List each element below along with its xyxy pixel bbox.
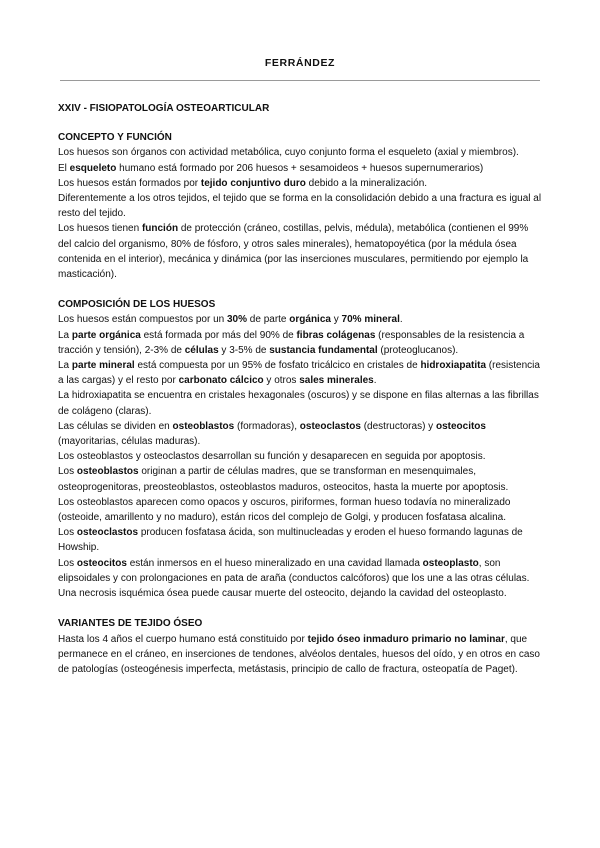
paragraph [58,312,542,327]
text-run: (proteoglucanos). [377,344,459,356]
bold-term: 30% [227,314,248,326]
paragraph [58,191,542,221]
text-run: Diferentemente a los otros tejidos, el tejido que se forma en la consolidación debido a una fractura es igual al resto del tejido. [58,193,542,220]
bold-term: parte orgánica [71,329,141,341]
text-run: Los [58,527,77,539]
paragraph [58,556,542,586]
bold-term: osteoblastos [76,466,139,478]
text-run: de parte [247,314,290,326]
bold-term: sales minerales [299,375,374,387]
bold-term: osteoplasto [422,557,479,569]
text-run: Una necrosis isquémica ósea puede causar muerte del osteocito, dejando la cavidad del osteoplasto. [58,588,507,600]
paragraph [58,388,542,418]
bold-term: hidroxiapatita [420,360,487,372]
bold-term: función [141,223,179,235]
text-run: , son elipsoidales y con prolongaciones en pata de araña (conductos calcóforos) que los une a las otras células. [58,557,530,584]
bold-term: tejido óseo inmaduro primario no laminar [307,633,505,645]
text-run: El [58,162,70,174]
paragraph [58,145,542,160]
text-run: producen fosfatasa ácida, son multinucleadas y eroden el hueso formando lagunas de Howship. [58,527,523,554]
bold-term: tejido conjuntivo duro [200,177,306,189]
text-run: Los [58,557,77,569]
section-title: CONCEPTO Y FUNCIÓN [58,132,172,144]
paragraph [58,419,542,449]
section-variantes [58,616,542,677]
section-composicion [58,297,542,601]
text-run: , que permanece en el cráneo, en inserciones de tendones, alvéolos dentales, huesos del oído, y en otros en caso de patologías (osteogénesis imperfecta, metástasis, principio de callo de fractura, osteopatía de Paget). [58,633,540,675]
section-paragraphs [58,632,542,678]
bold-term: osteoclastos [299,420,361,432]
text-run: Los huesos están formados por [58,177,201,189]
text-run: Los huesos tienen [58,223,142,235]
text-run: humano está formado por 206 huesos + sesamoideos + huesos supernumerarios) [116,162,484,174]
section-title: VARIANTES DE TEJIDO ÓSEO [58,618,203,630]
paragraph [58,328,542,358]
paragraph [58,586,542,601]
bold-term: osteoclastos [76,527,139,539]
section-concepto [58,130,542,282]
bold-term: células [184,344,219,356]
paragraph [58,358,542,388]
paragraph [58,632,542,678]
bold-term: osteocitos [435,420,486,432]
paragraph [58,464,542,494]
text-run: y 3-5% de [218,344,270,356]
text-run: está compuesta por un 95% de fosfato tricálcico en cristales de [134,360,421,372]
text-run: (destructoras) y [360,420,436,432]
text-run: (resistencia a las cargas) y el resto por [58,360,540,387]
text-run: Las células se dividen en [58,420,173,432]
bold-term: orgánica [289,314,331,326]
text-run: de protección (cráneo, costillas, pelvis, médula), metabólica (contienen el 99% del calcio del organismo, 80% de fósforo, y otros sales minerales), hematopoyética (por la médula ósea contenida en el interior), mecánica y dinámica (por las inserciones musculares, permitiendo por ejemplo la masticación). [58,223,529,281]
text-run: y otros [263,375,300,387]
bold-term: esqueleto [69,162,117,174]
text-run: y [330,314,342,326]
text-run: La hidroxiapatita se encuentra en cristales hexagonales (oscuros) y se dispone en filas alternas a las fibrillas de colágeno (claras). [58,390,539,417]
text-run: Los [58,466,77,478]
page-header-title: FERRÁNDEZ [264,57,336,69]
paragraph [58,525,542,555]
section-paragraphs [58,145,542,282]
text-run: La [58,360,72,372]
text-run: Los huesos son órganos con actividad metabólica, cuyo conjunto forma el esqueleto (axial y miembros). [58,147,519,159]
chapter-title: XXIV - FISIOPATOLOGÍA OSTEOARTICULAR [58,103,270,114]
bold-term: parte mineral [71,360,135,372]
text-run: . [399,314,403,326]
section-paragraphs [58,312,542,601]
header-divider [60,80,540,81]
paragraph [58,176,542,191]
bold-term: fibras colágenas [296,329,376,341]
text-run: . [373,375,377,387]
text-run: originan a partir de células madres, que se transforman en mesenquimales, osteoprogenitoras, preosteoblastos, osteoblastos maduros, osteocitos, hasta la muerte por apoptosis. [58,466,509,493]
paragraph [58,221,542,282]
paragraph [58,449,542,464]
paragraph [58,495,542,525]
text-run: (formadoras), [234,420,300,432]
text-run: Los huesos están compuestos por un [58,314,227,326]
bold-term: osteocitos [76,557,127,569]
bold-term: 70% mineral [341,314,400,326]
text-run: Los osteoblastos aparecen como opacos y oscuros, piriformes, forman hueso todavía no mineralizado (osteoide, amarillento y no maduro), están ricos del complejo de Golgi, y producen fosfatasa alcalina. [58,496,511,524]
document-body [58,101,542,692]
section-title: COMPOSICIÓN DE LOS HUESOS [58,299,216,311]
text-run: (mayoritarias, células maduras). [58,436,201,448]
text-run: está formada por más del 90% de [140,329,297,341]
text-run: debido a la mineralización. [305,177,428,189]
bold-term: sustancia fundamental [269,344,378,356]
text-run: (responsables de la resistencia a tracción y tensión), 2-3% de [58,329,525,356]
bold-term: carbonato cálcico [178,375,264,387]
text-run: están inmersos en el hueso mineralizado en una cavidad llamada [126,557,423,569]
paragraph [58,161,542,176]
text-run: Hasta los 4 años el cuerpo humano está constituido por [58,633,308,645]
text-run: La [58,329,72,341]
text-run: Los osteoblastos y osteoclastos desarrollan su función y desaparecen en seguida por apoptosis. [58,451,486,463]
bold-term: osteoblastos [172,420,235,432]
